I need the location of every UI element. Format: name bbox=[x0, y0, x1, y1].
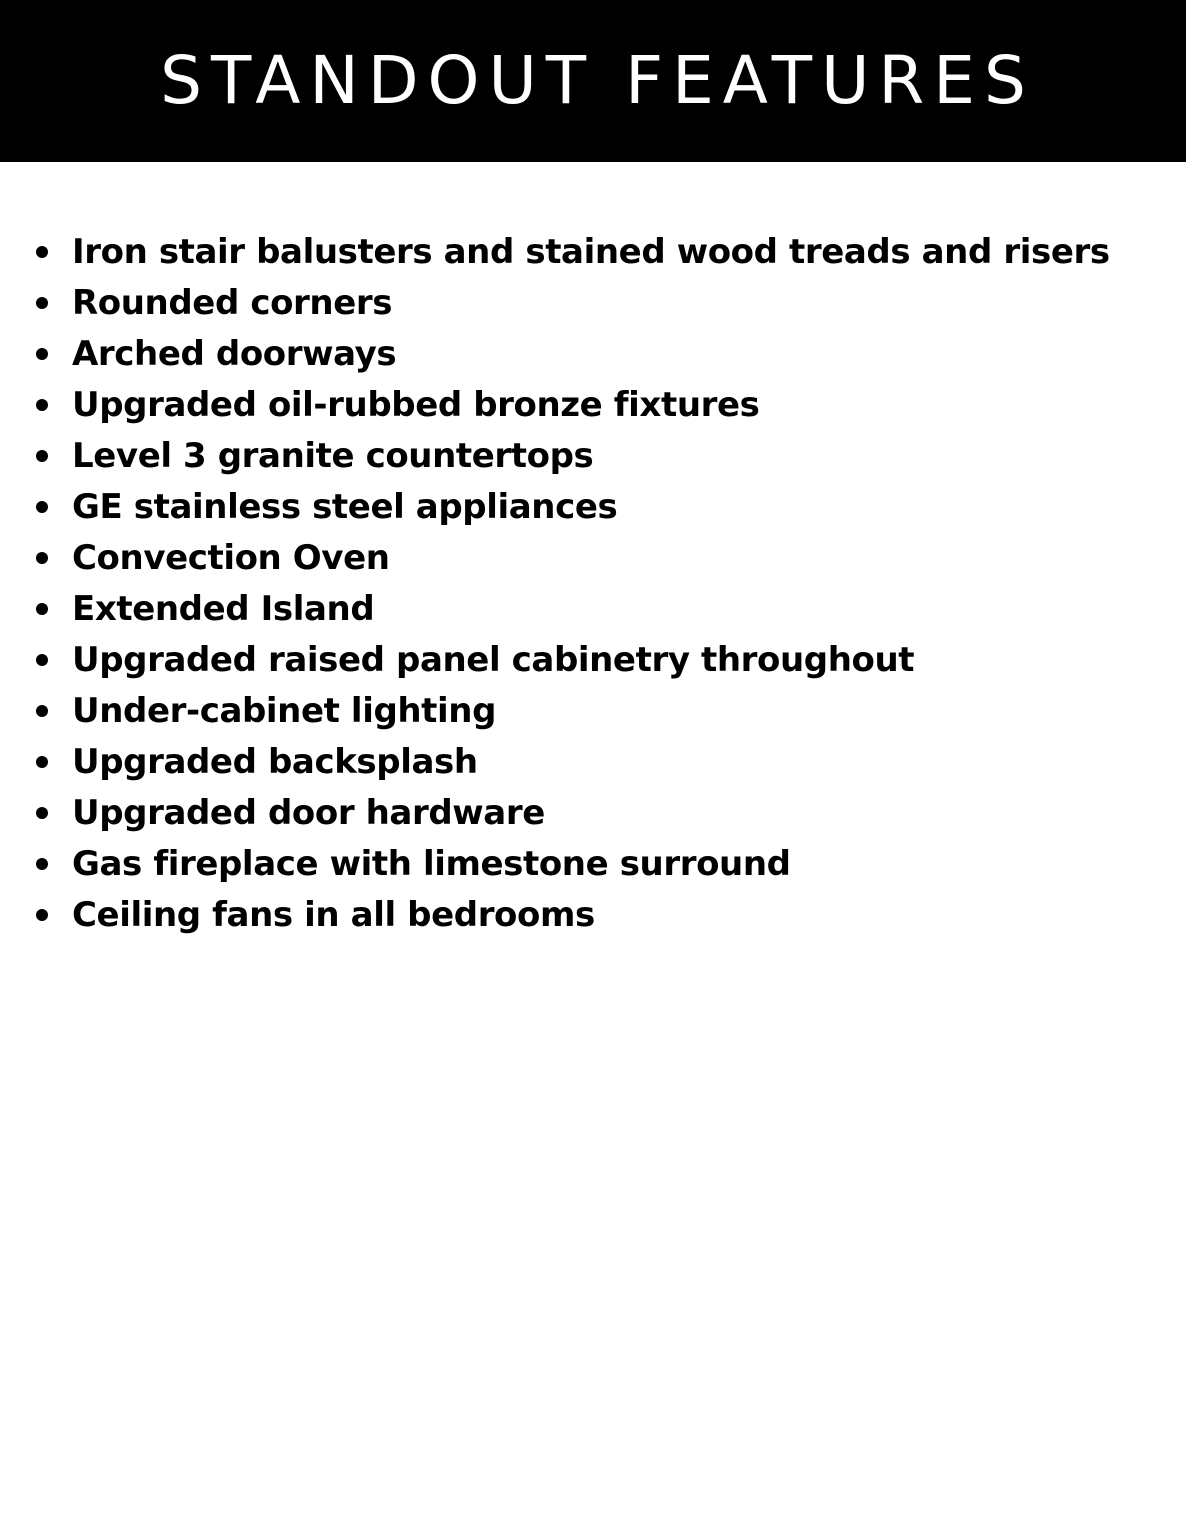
bullet-icon bbox=[36, 756, 48, 768]
list-item bbox=[34, 634, 1154, 685]
feature-text: GE stainless steel appliances bbox=[72, 486, 618, 527]
feature-text: Level 3 granite countertops bbox=[72, 435, 594, 476]
bullet-icon bbox=[36, 552, 48, 564]
bullet-icon bbox=[36, 450, 48, 462]
feature-text: Upgraded door hardware bbox=[72, 792, 545, 833]
bullet-icon bbox=[36, 858, 48, 870]
feature-text: Ceiling fans in all bedrooms bbox=[72, 894, 595, 935]
feature-list bbox=[34, 226, 1154, 940]
bullet-icon bbox=[36, 246, 48, 258]
list-item bbox=[34, 736, 1154, 787]
bullet-icon bbox=[36, 399, 48, 411]
bullet-icon bbox=[36, 705, 48, 717]
feature-text: Extended Island bbox=[72, 588, 375, 629]
feature-text: Rounded corners bbox=[72, 282, 393, 323]
feature-text: Upgraded backsplash bbox=[72, 741, 478, 782]
list-item bbox=[34, 328, 1154, 379]
list-item bbox=[34, 226, 1154, 277]
list-item bbox=[34, 277, 1154, 328]
list-item bbox=[34, 889, 1154, 940]
bullet-icon bbox=[36, 501, 48, 513]
list-item bbox=[34, 583, 1154, 634]
bullet-icon bbox=[36, 348, 48, 360]
feature-text: Iron stair balusters and stained wood treads and risers bbox=[72, 231, 1110, 272]
list-item bbox=[34, 481, 1154, 532]
list-item bbox=[34, 685, 1154, 736]
feature-text: Gas fireplace with limestone surround bbox=[72, 843, 791, 884]
header-bar bbox=[0, 0, 1186, 162]
feature-text: Under-cabinet lighting bbox=[72, 690, 497, 731]
bullet-icon bbox=[36, 603, 48, 615]
list-item bbox=[34, 379, 1154, 430]
bullet-icon bbox=[36, 909, 48, 921]
feature-text: Upgraded oil-rubbed bronze fixtures bbox=[72, 384, 760, 425]
bullet-icon bbox=[36, 807, 48, 819]
bullet-icon bbox=[36, 297, 48, 309]
bullet-icon bbox=[36, 654, 48, 666]
list-item bbox=[34, 430, 1154, 481]
list-item bbox=[34, 838, 1154, 889]
feature-text: Arched doorways bbox=[72, 333, 397, 374]
feature-text: Upgraded raised panel cabinetry throughout bbox=[72, 639, 915, 680]
list-item bbox=[34, 787, 1154, 838]
list-item bbox=[34, 532, 1154, 583]
page-title: STANDOUT FEATURES bbox=[160, 42, 1035, 119]
feature-text: Convection Oven bbox=[72, 537, 390, 578]
